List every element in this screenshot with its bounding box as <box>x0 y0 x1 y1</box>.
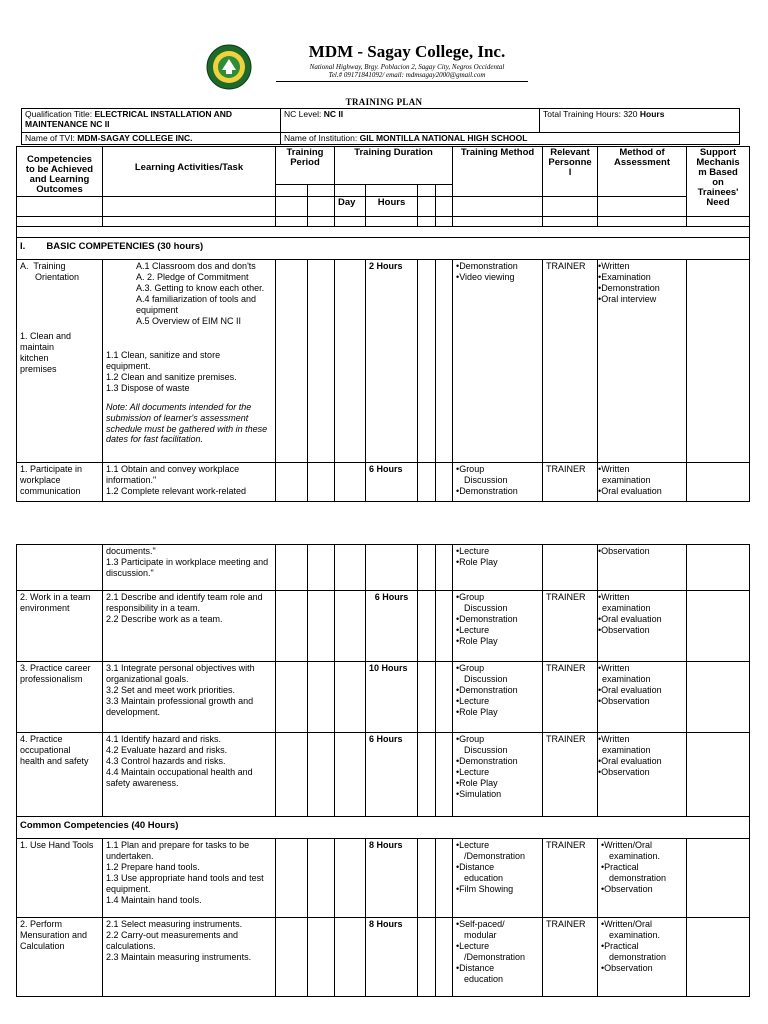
total-hours-cell <box>540 109 740 133</box>
assessment-cell: • Written • Examination • Demonstration • Oral interview <box>598 259 687 462</box>
assessment-cell: • Written examination • Oral evaluation • Observation <box>598 733 687 817</box>
method-cell: • Group Discussion • Demonstration • Lecture • Role Play <box>453 591 543 662</box>
institution-cell <box>281 133 740 145</box>
assessment-cell: • Observation <box>598 545 687 591</box>
assessment-cell: • Written examination • Oral evaluation <box>598 462 687 501</box>
training-duration-header: Training Duration <box>335 147 453 185</box>
hours-value: 8 Hours <box>366 839 418 918</box>
table-row <box>17 918 750 997</box>
tvi-cell <box>22 133 281 145</box>
personnel-cell: TRAINER <box>543 839 598 918</box>
activities-cell: A.1 Classroom dos and don'ts A. 2. Pledge of Commitment A.3. Getting to know each other. A.4 familiarization of tools and equipment A.5 Overview of EIM NC II 1.1 Clean, sanitize and store equipment. 1.2 Clean and sanitize premises. 1.3 Dispose of waste Note: All documents intended for the submission of learner's assessment schedule must be gathered with in these dates for fast facilitation. <box>103 259 276 462</box>
nc-label: NC Level: <box>284 109 324 119</box>
institution-value: GIL MONTILLA NATIONAL HIGH SCHOOL <box>359 133 528 143</box>
spacer-row-1 <box>17 216 750 226</box>
qualification-value-2: MAINTENANCE NC II <box>25 119 110 130</box>
basic-competencies-label: I. BASIC COMPETENCIES (30 hours) <box>17 237 750 259</box>
assessment-cell: • Written examination • Oral evaluation • Observation <box>598 662 687 733</box>
assessment-cell: • Written/Oral examination. • Practical demonstration • Observation <box>598 918 687 997</box>
competency-cell: 1. Participate in workplace communication <box>17 462 103 501</box>
institution-label: Name of Institution: <box>284 133 360 143</box>
nc-level-cell <box>281 109 540 133</box>
college-seal-logo <box>206 44 252 90</box>
method-cell: • Lecture • Role Play <box>453 545 543 591</box>
training-period-header: Training Period <box>276 147 335 185</box>
assessment-cell: • Written examination • Oral evaluation • Observation <box>598 591 687 662</box>
activities-cell: 2.1 Select measuring instruments. 2.2 Carry-out measurements and calculations. 2.3 Maintain measuring instruments. <box>103 918 276 997</box>
college-info <box>272 42 542 80</box>
support-header: Support Mechanis m Based on Trainees' Need <box>687 147 750 217</box>
table-row <box>17 591 750 662</box>
document-header <box>0 38 768 98</box>
personnel-cell: TRAINER <box>543 918 598 997</box>
activities-cell: documents." 1.3 Participate in workplace meeting and discussion." <box>103 545 276 591</box>
info-table <box>21 108 740 145</box>
info-row-qualification <box>22 109 740 133</box>
training-plan-table-page-1 <box>16 146 750 502</box>
header-row-3 <box>17 196 750 216</box>
assessment-cell: • Written/Oral examination. • Practical demonstration • Observation <box>598 839 687 918</box>
nc-value: NC II <box>323 109 344 119</box>
assessment-header: Method of Assessment <box>598 147 687 197</box>
table-row <box>17 462 750 501</box>
activities-cell: 3.1 Integrate personal objectives with organizational goals. 3.2 Set and meet work priorities. 3.3 Maintain professional growth and development. <box>103 662 276 733</box>
day-header: Day <box>335 196 366 216</box>
table-row <box>17 839 750 918</box>
method-cell: • Lecture /Demonstration • Distance education • Film Showing <box>453 839 543 918</box>
table-row <box>17 733 750 817</box>
method-cell: • Demonstration • Video viewing <box>453 259 543 462</box>
hours-value: 6 Hours <box>366 591 418 662</box>
personnel-header: Relevant Personne l <box>543 147 598 197</box>
activities-cell: 1.1 Obtain and convey workplace information." 1.2 Complete relevant work-related <box>103 462 276 501</box>
hours-value: 6 Hours <box>366 462 418 501</box>
plan-title: TRAINING PLAN <box>345 97 423 107</box>
method-cell: • Group Discussion • Demonstration <box>453 462 543 501</box>
header-row-1 <box>17 147 750 185</box>
qualification-label: Qualification Title: <box>25 109 95 119</box>
competency-cell: 2. Perform Mensuration and Calculation <box>17 918 103 997</box>
personnel-cell: TRAINER <box>543 591 598 662</box>
college-address: National Highway, Brgy. Poblacion 2, Sagay City, Negros Occidental <box>309 62 505 71</box>
college-contact: Tel.# 09171841092/ email: mdmsagay2000@gmail.com <box>328 71 486 80</box>
competency-cell: A. Training Orientation 1. Clean and maintain kitchen premises <box>17 259 103 462</box>
method-cell: • Self-paced/ modular • Lecture /Demonstration • Distance education <box>453 918 543 997</box>
competency-cell: 4. Practice occupational health and safety <box>17 733 103 817</box>
training-method-header: Training Method <box>453 147 543 197</box>
hours-value: 10 Hours <box>366 662 418 733</box>
tvi-label: Name of TVI: <box>25 133 78 143</box>
header-rule <box>276 81 528 82</box>
personnel-cell: TRAINER <box>543 662 598 733</box>
activities-cell: 2.1 Describe and identify team role and responsibility in a team. 2.2 Describe work as a team. <box>103 591 276 662</box>
hours-value: 8 Hours <box>366 918 418 997</box>
table-row <box>17 662 750 733</box>
activities-header: Learning Activities/Task <box>103 147 276 197</box>
table-row <box>17 545 750 591</box>
personnel-cell: TRAINER <box>543 462 598 501</box>
qualification-cell <box>22 109 281 133</box>
competency-cell: 1. Use Hand Tools <box>17 839 103 918</box>
common-competencies-section <box>17 817 750 839</box>
hours-value: 6 Hours <box>366 733 418 817</box>
personnel-cell: TRAINER <box>543 259 598 462</box>
hours-label: Total Training Hours: 320 <box>543 109 640 119</box>
activities-cell: 4.1 Identify hazard and risks. 4.2 Evaluate hazard and risks. 4.3 Control hazards and risks. 4.4 Maintain occupational health and safety awareness. <box>103 733 276 817</box>
competency-cell: 3. Practice career professionalism <box>17 662 103 733</box>
table-row <box>17 259 750 462</box>
info-row-tvi <box>22 133 740 145</box>
hours-value: 2 Hours <box>366 259 418 462</box>
competencies-header: Competencies to be Achieved and Learning Outcomes <box>17 147 103 197</box>
method-cell: • Group Discussion • Demonstration • Lecture • Role Play <box>453 662 543 733</box>
activities-cell: 1.1 Plan and prepare for tasks to be undertaken. 1.2 Prepare hand tools. 1.3 Use appropriate hand tools and test equipment. 1.4 Maintain hand tools. <box>103 839 276 918</box>
basic-competencies-section <box>17 237 750 259</box>
qualification-value-1: ELECTRICAL INSTALLATION AND <box>94 109 233 119</box>
tvi-value: MDM-SAGAY COLLEGE INC. <box>77 133 193 143</box>
training-plan-table-page-2 <box>16 544 750 997</box>
hours-header: Hours <box>366 196 418 216</box>
college-name: MDM - Sagay College, Inc. <box>308 42 506 61</box>
method-cell: • Group Discussion • Demonstration • Lecture • Role Play • Simulation <box>453 733 543 817</box>
personnel-cell: TRAINER <box>543 733 598 817</box>
competency-cell: 2. Work in a team environment <box>17 591 103 662</box>
note-text: Note: All documents intended for the submission of learner's assessment schedule must be gathered with in these dates for fast facilitation. <box>106 401 268 445</box>
common-competencies-label: Common Competencies (40 Hours) <box>17 817 750 839</box>
spacer-row-2 <box>17 226 750 237</box>
hours-value: Hours <box>639 109 665 119</box>
